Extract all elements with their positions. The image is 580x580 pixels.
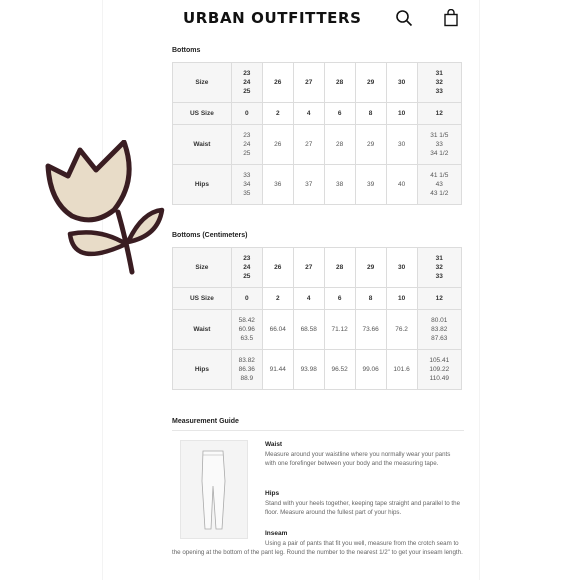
table-cell: 40	[386, 165, 417, 205]
table-cell: 105.41 109.22 110.49	[417, 350, 461, 390]
table-cell: 10	[386, 103, 417, 125]
table-cell: 6	[324, 288, 355, 310]
row-label: Waist	[173, 310, 232, 350]
table-cell: 8	[355, 288, 386, 310]
table-cell: 39	[355, 165, 386, 205]
table-cell: 71.12	[324, 310, 355, 350]
table-cell: 2	[262, 288, 293, 310]
inseam-text: Using a pair of pants that fit you well, measure from the crotch seam to the opening at the bottom of the pant leg. Round the number to the nearest 1/2" to get your inseam length.	[172, 540, 463, 556]
table-cell: 6	[324, 103, 355, 125]
row-label: Hips	[173, 165, 232, 205]
site-header	[103, 0, 479, 36]
table-cell: 26	[262, 63, 293, 103]
table-cell: 68.58	[293, 310, 324, 350]
table-cell: 41 1/5 43 43 1/2	[417, 165, 461, 205]
table-cell: 2	[262, 103, 293, 125]
pants-illustration	[180, 440, 248, 539]
table-row	[173, 288, 462, 310]
table-cell: 101.6	[386, 350, 417, 390]
divider	[172, 430, 464, 431]
measurement-guide-title: Measurement Guide	[172, 418, 239, 425]
table-cell: 93.98	[293, 350, 324, 390]
table-cell: 12	[417, 288, 461, 310]
inseam-heading: Inseam	[265, 530, 288, 537]
table-row	[173, 310, 462, 350]
table-cell: 83.82 86.36 88.9	[231, 350, 262, 390]
table-cell: 29	[355, 248, 386, 288]
table-cell: 30	[386, 248, 417, 288]
brand-logo[interactable]: URBAN OUTFITTERS	[183, 9, 362, 27]
tulip-sticker-icon	[40, 140, 170, 280]
table-cell: 73.66	[355, 310, 386, 350]
waist-heading: Waist	[265, 441, 283, 448]
table-cell: 29	[355, 63, 386, 103]
search-icon[interactable]	[395, 9, 413, 27]
table-cell: 8	[355, 103, 386, 125]
table-cell: 4	[293, 103, 324, 125]
table-cell: 58.42 60.96 63.5	[231, 310, 262, 350]
table-cell: 29	[355, 125, 386, 165]
size-table-centimeters	[172, 247, 462, 390]
table-cell: 23 24 25	[231, 125, 262, 165]
size-chart-page	[102, 0, 480, 580]
table-cell: 27	[293, 248, 324, 288]
table-row	[173, 248, 462, 288]
row-label: Hips	[173, 350, 232, 390]
table-cell: 91.44	[262, 350, 293, 390]
hips-heading: Hips	[265, 490, 280, 497]
waist-text: Measure around your waistline where you normally wear your pants with one forefinger between your body and the measuring tape.	[265, 451, 451, 467]
size-table-inches	[172, 62, 462, 205]
table-cell: 31 32 33	[417, 63, 461, 103]
table-cell: 28	[324, 125, 355, 165]
table-row	[173, 125, 462, 165]
table-cell: 4	[293, 288, 324, 310]
table-row	[173, 63, 462, 103]
table-cell: 23 24 25	[231, 63, 262, 103]
row-label: Size	[173, 63, 232, 103]
table-cell: 12	[417, 103, 461, 125]
table-cell: 99.06	[355, 350, 386, 390]
table-cell: 0	[231, 103, 262, 125]
table-cell: 66.04	[262, 310, 293, 350]
row-label: US Size	[173, 103, 232, 125]
table-cell: 30	[386, 125, 417, 165]
table-row	[173, 350, 462, 390]
table-cell: 31 1/5 33 34 1/2	[417, 125, 461, 165]
table-cell: 27	[293, 125, 324, 165]
row-label: US Size	[173, 288, 232, 310]
table-cell: 27	[293, 63, 324, 103]
table-row	[173, 103, 462, 125]
pants-icon	[181, 441, 247, 538]
table-row	[173, 165, 462, 205]
row-label: Size	[173, 248, 232, 288]
table-cell: 10	[386, 288, 417, 310]
table-title-centimeters: Bottoms (Centimeters)	[172, 232, 248, 239]
table-cell: 80.01 83.82 87.63	[417, 310, 461, 350]
table-title-inches: Bottoms	[172, 47, 201, 54]
table-cell: 96.52	[324, 350, 355, 390]
table-cell: 23 24 25	[231, 248, 262, 288]
table-cell: 76.2	[386, 310, 417, 350]
table-cell: 30	[386, 63, 417, 103]
shopping-bag-icon[interactable]	[442, 9, 460, 27]
table-cell: 38	[324, 165, 355, 205]
row-label: Waist	[173, 125, 232, 165]
table-cell: 33 34 35	[231, 165, 262, 205]
table-cell: 0	[231, 288, 262, 310]
hips-text: Stand with your heels together, keeping tape straight and parallel to the floor. Measure around the fullest part of your hips.	[265, 500, 461, 516]
table-cell: 36	[262, 165, 293, 205]
table-cell: 26	[262, 125, 293, 165]
table-cell: 31 32 33	[417, 248, 461, 288]
table-cell: 37	[293, 165, 324, 205]
table-cell: 28	[324, 248, 355, 288]
table-cell: 26	[262, 248, 293, 288]
table-cell: 28	[324, 63, 355, 103]
